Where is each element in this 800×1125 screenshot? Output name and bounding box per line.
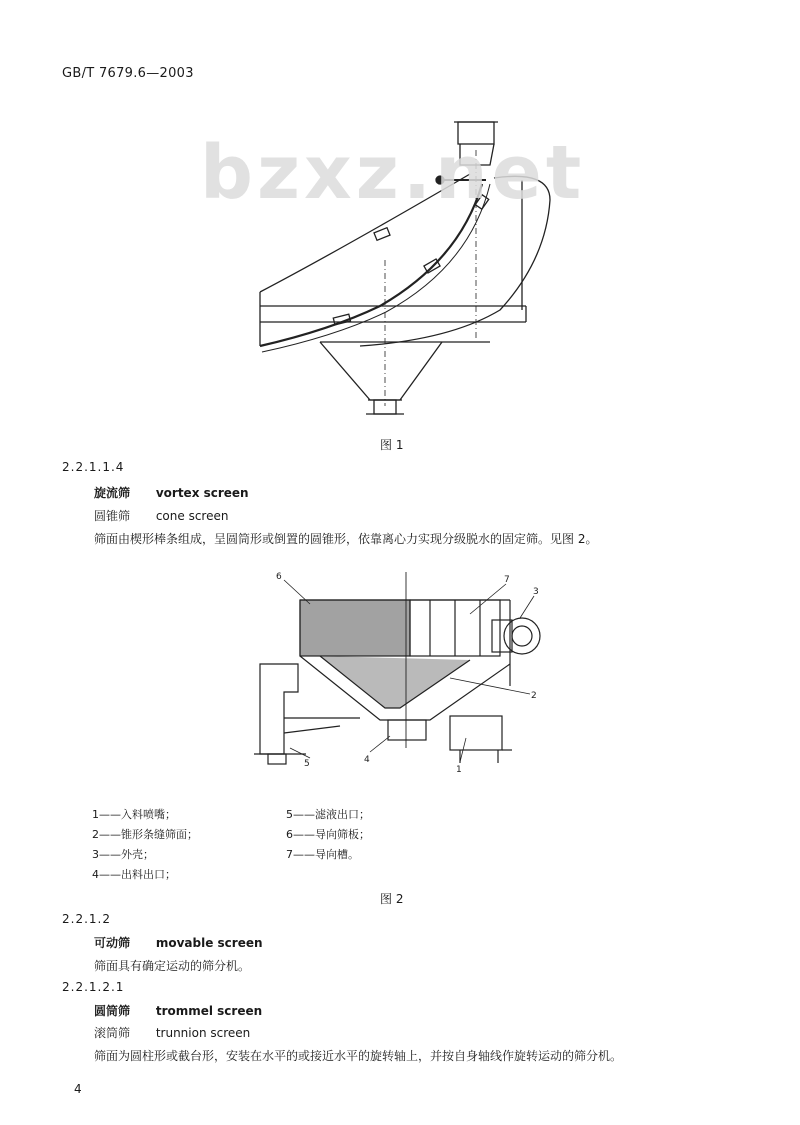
definition-movable-screen: 筛面具有确定运动的筛分机。 <box>94 959 251 973</box>
legend-item-7: 7——导向槽。 <box>286 848 359 861</box>
term-trommel-screen <box>94 1002 262 1019</box>
term-cone-screen-en: cone screen <box>155 509 229 523</box>
term-trommel-screen-zh: 圆筒筛 <box>94 1004 131 1018</box>
term-movable-screen <box>94 934 263 951</box>
figure-2-caption: 图 2 <box>380 892 404 906</box>
fig1-outlet <box>374 400 396 414</box>
term-movable-screen-zh: 可动筛 <box>94 936 131 950</box>
term-movable-screen-en: movable screen <box>155 936 263 950</box>
fig2-callout-1: 1 <box>456 765 462 775</box>
clause-2-2-1-2-1-number: 2.2.1.2.1 <box>62 980 125 994</box>
fig2-callout-2: 2 <box>531 691 537 701</box>
term-cone-screen <box>94 507 228 524</box>
legend-item-6: 6——导向筛板； <box>286 828 370 841</box>
fig2-filtrate-chute <box>260 664 298 754</box>
legend-item-1: 1——入料喷嘴； <box>92 808 176 821</box>
clause-2-2-1-2-number: 2.2.1.2 <box>62 912 111 926</box>
term-trommel-screen-en: trommel screen <box>155 1004 263 1018</box>
legend-item-3: 3——外壳； <box>92 848 154 861</box>
page-number: 4 <box>74 1082 82 1096</box>
definition-trommel-screen: 筛面为圆柱形或截台形，安装在水平的或接近水平的旋转轴上，并按自身轴线作旋转运动的筛分机。 <box>94 1049 623 1063</box>
term-trunnion-screen <box>94 1024 250 1041</box>
fig2-base-frame <box>450 716 502 750</box>
term-vortex-screen-en: vortex screen <box>155 486 249 500</box>
figure-2-drawing <box>240 568 550 778</box>
legend-item-4: 4——出料出口； <box>92 868 176 881</box>
legend-item-5: 5——滤液出口； <box>286 808 370 821</box>
fig2-callout-4: 4 <box>364 755 370 765</box>
term-trunnion-screen-en: trunnion screen <box>155 1026 251 1040</box>
fig2-screen-band <box>300 600 410 656</box>
figure-1-caption: 图 1 <box>380 438 404 452</box>
term-cone-screen-zh: 圆锥筛 <box>94 509 131 523</box>
clause-2-2-1-1-4-number: 2.2.1.1.4 <box>62 460 125 474</box>
fig2-outlet <box>388 720 426 740</box>
watermark: bzxz.net <box>200 130 586 216</box>
term-vortex-screen <box>94 484 249 501</box>
fig2-callout-7: 7 <box>504 575 510 585</box>
term-trunnion-screen-zh: 滚筒筛 <box>94 1026 131 1040</box>
fig2-callout-3: 3 <box>533 587 539 597</box>
standard-code: GB/T 7679.6—2003 <box>62 66 194 81</box>
fig2-callout-5: 5 <box>304 759 310 769</box>
fig2-callout-6: 6 <box>276 572 282 582</box>
legend-item-2: 2——锥形条缝筛面； <box>92 828 198 841</box>
term-vortex-screen-zh: 旋流筛 <box>94 486 131 500</box>
definition-vortex-screen: 筛面由楔形棒条组成，呈圆筒形或倒置的圆锥形，依靠离心力实现分级脱水的固定筛。见图 2。 <box>94 532 598 546</box>
fig1-hopper <box>320 342 442 400</box>
